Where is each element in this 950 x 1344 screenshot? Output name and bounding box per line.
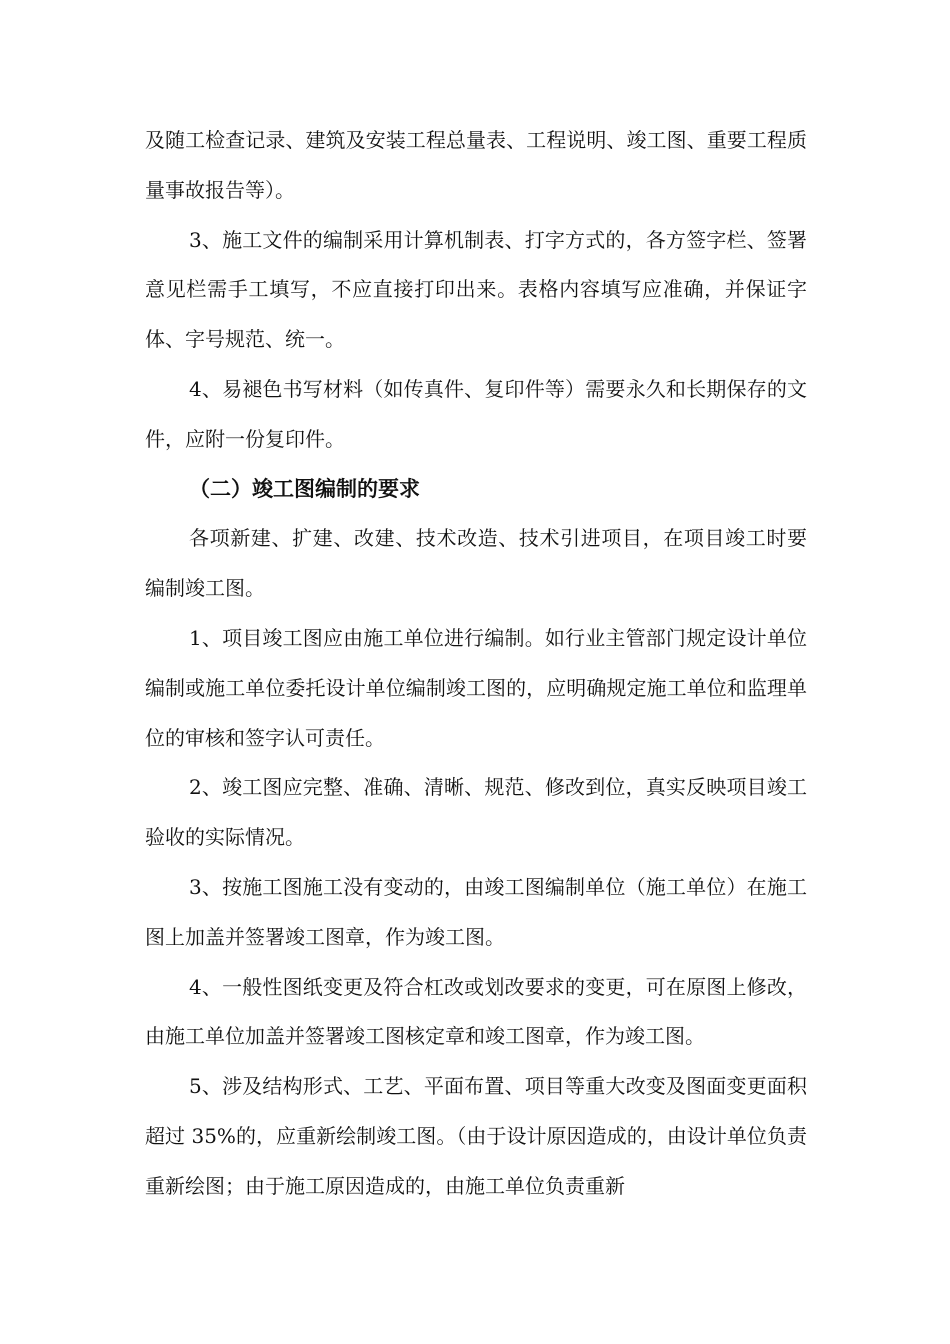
paragraph-continuation: 及随工检查记录、建筑及安装工程总量表、工程说明、竣工图、重要工程质量事故报告等）。 — [145, 128, 807, 202]
section-heading-as-built-drawings: （二）竣工图编制的要求 — [189, 476, 420, 501]
document-body — [145, 116, 807, 1212]
paragraph-item-5-major-changes: 5、涉及结构形式、工艺、平面布置、项目等重大改变及图面变更面积超过 35%的，应重新绘制竣工图。（由于设计原因造成的，由设计单位负责重新绘图；由于施工原因造成的，由施工单位负责重新 — [145, 1074, 807, 1198]
paragraph-item-2-completeness: 2、竣工图应完整、准确、清晰、规范、修改到位，真实反映项目竣工验收的实际情况。 — [145, 775, 807, 850]
paragraph-intro-as-built: 各项新建、扩建、改建、技术改造、技术引进项目，在项目竣工时要编制竣工图。 — [145, 526, 807, 601]
paragraph-item-1-responsibility: 1、项目竣工图应由施工单位进行编制。如行业主管部门规定设计单位编制或施工单位委托设计单位编制竣工图的，应明确规定施工单位和监理单位的审核和签字认可责任。 — [145, 625, 807, 750]
paragraph-item-3-no-changes: 3、按施工图施工没有变动的，由竣工图编制单位（施工单位）在施工图上加盖并签署竣工图章，作为竣工图。 — [145, 874, 807, 949]
paragraph-item-4-general-changes: 4、一般性图纸变更及符合杠改或划改要求的变更，可在原图上修改，由施工单位加盖并签署竣工图核定章和竣工图章，作为竣工图。 — [145, 974, 807, 1049]
paragraph-item-3-typed-forms: 3、施工文件的编制采用计算机制表、打字方式的，各方签字栏、签署意见栏需手工填写，不应直接打印出来。表格内容填写应准确，并保证字体、字号规范、统一。 — [145, 227, 807, 352]
paragraph-item-4-fading-materials: 4、易褪色书写材料（如传真件、复印件等）需要永久和长期保存的文件，应附一份复印件。 — [145, 376, 807, 451]
